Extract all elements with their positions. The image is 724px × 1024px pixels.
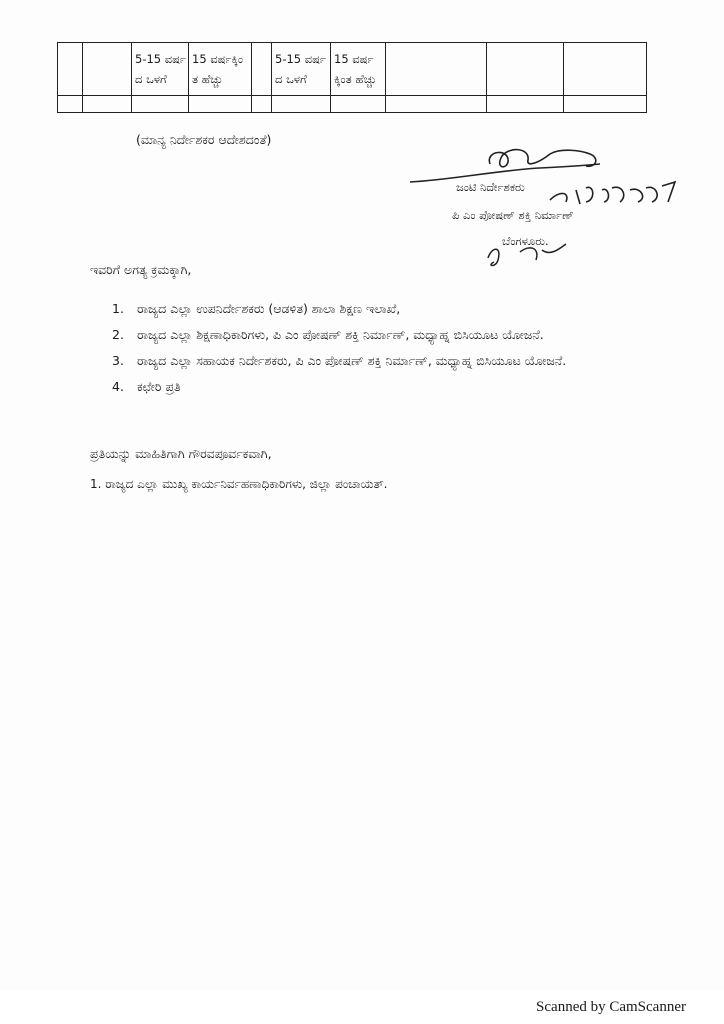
signatory-designation: ಜಂಟಿ ನಿರ್ದೇಶಕರು xyxy=(456,180,525,194)
table-cell xyxy=(252,96,272,113)
list-item: 2. ರಾಜ್ಯದ ಎಲ್ಲಾ ಶಿಕ್ಷಣಾಧಿಕಾರಿಗಳು, ಪಿ ಎಂ ಪೋಷಣ್ ಶಕ್ತಿ ನಿರ್ಮಾಣ್, ಮಧ್ಯಾಹ್ನ ಬಿಸಿಯೂಟ ಯೋಜನೆ. xyxy=(112,327,544,342)
table-cell: 5-15 ವರ್ಷ ದ ಒಳಗೆ xyxy=(272,43,331,96)
table-cell xyxy=(564,43,647,96)
table-cell xyxy=(386,96,487,113)
table-cell xyxy=(272,96,331,113)
list-item: 3. ರಾಜ್ಯದ ಎಲ್ಲಾ ಸಹಾಯಕ ನಿರ್ದೇಶಕರು, ಪಿ ಎಂ ಪೋಷಣ್ ಶಕ್ತಿ ನಿರ್ಮಾಣ್, ಮಧ್ಯಾಹ್ನ ಬಿಸಿಯೂಟ ಯೋಜನೆ. xyxy=(112,353,567,368)
camscanner-watermark: Scanned by CamScanner xyxy=(536,999,686,1015)
recipients-list xyxy=(112,296,652,400)
table-cell: 15 ವರ್ಷ ಕ್ಕಿಂತ ಹೆಚ್ಚು xyxy=(331,43,386,96)
list-item: 1. ರಾಜ್ಯದ ಎಲ್ಲಾ ಉಪನಿರ್ದೇಶಕರು (ಆಡಳಿತ) ಶಾಲಾ ಶಿಕ್ಷಣ ಇಲಾಖೆ, xyxy=(112,301,401,316)
allocation-table xyxy=(57,42,647,113)
signatory-department: ಪಿ ಎಂ ಪೋಷಣ್ ಶಕ್ತಿ ನಿರ್ಮಾಣ್ xyxy=(452,208,574,222)
recipients-heading: ಇವರಿಗೆ ಅಗತ್ಯ ಕ್ರಮಕ್ಕಾಗಿ, xyxy=(90,262,192,277)
table-cell xyxy=(487,43,564,96)
copy-recipient-item: 1. ರಾಜ್ಯದ ಎಲ್ಲಾ ಮುಖ್ಯ ಕಾರ್ಯನಿರ್ವಹಣಾಧಿಕಾರಿಗಳು, ಜಿಲ್ಲಾ ಪಂಚಾಯತ್. xyxy=(90,477,388,491)
table-cell xyxy=(331,96,386,113)
table-cell xyxy=(83,96,132,113)
table-cell xyxy=(252,43,272,96)
table-cell: 15 ವರ್ಷಕ್ಕಿಂ ತ ಹೆಚ್ಚು xyxy=(189,43,252,96)
signatory-city: ಬೆಂಗಳೂರು. xyxy=(502,234,549,248)
copy-intro-text: ಪ್ರತಿಯನ್ನು ಮಾಹಿತಿಗಾಗಿ ಗೌರವಪೂರ್ವಕವಾಗಿ, xyxy=(90,446,272,461)
by-order-text: (ಮಾನ್ಯ ನಿರ್ದೇಶಕರ ಆದೇಶದಂತೆ) xyxy=(136,132,272,147)
list-item: 4. ಕಛೇರಿ ಪ್ರತಿ xyxy=(112,379,181,394)
table-cell xyxy=(189,96,252,113)
table-cell: 5-15 ವರ್ಷ ದ ಒಳಗೆ xyxy=(132,43,189,96)
table-row xyxy=(58,43,647,96)
table-cell xyxy=(58,43,83,96)
table-cell xyxy=(132,96,189,113)
table-cell xyxy=(83,43,132,96)
table-cell xyxy=(386,43,487,96)
table-cell xyxy=(58,96,83,113)
table-cell xyxy=(487,96,564,113)
table-row xyxy=(58,96,647,113)
table-cell xyxy=(564,96,647,113)
